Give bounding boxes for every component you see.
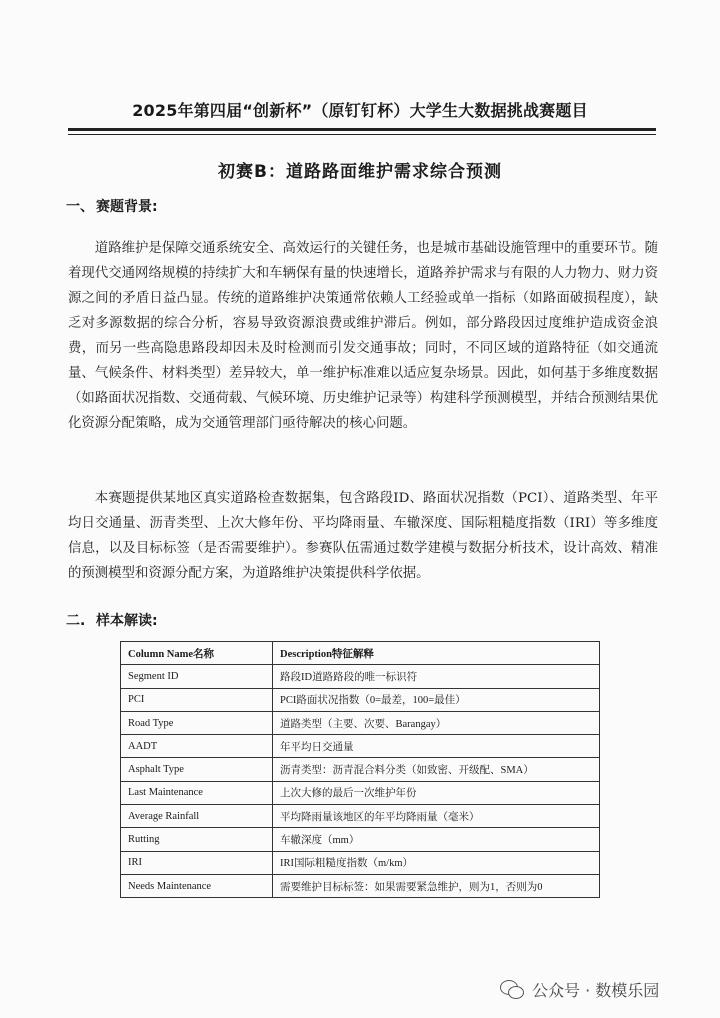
- table-row: [121, 688, 600, 711]
- table-cell-description: 需要维护目标标签：如果需要紧急维护，则为1，否则为0: [273, 874, 600, 897]
- section-number: 一、: [66, 199, 94, 215]
- table-row: [121, 874, 600, 897]
- table-header-description: Description特征解释: [273, 642, 600, 665]
- table-cell-name: Rutting: [121, 828, 273, 851]
- table-cell-description: 平均降雨量该地区的年平均降雨量（毫米）: [273, 805, 600, 828]
- table-row: [121, 828, 600, 851]
- table-cell-name: Road Type: [121, 711, 273, 734]
- table-row: [121, 735, 600, 758]
- table-row: [121, 758, 600, 781]
- table-cell-name: Asphalt Type: [121, 758, 273, 781]
- table-row: [121, 805, 600, 828]
- table-cell-description: IRI国际粗糙度指数（m/km）: [273, 851, 600, 874]
- section-heading-sample: [66, 610, 158, 630]
- watermark-text: 公众号 · 数模乐园: [532, 980, 660, 1000]
- section-heading-background: [66, 196, 158, 216]
- section-number: 二.: [66, 613, 86, 629]
- table-cell-description: 路段ID道路路段的唯一标识符: [273, 665, 600, 688]
- table-cell-name: Segment ID: [121, 665, 273, 688]
- table-cell-name: Needs Maintenance: [121, 874, 273, 897]
- section-title: 样本解读:: [96, 613, 158, 629]
- table-row: [121, 781, 600, 804]
- table-cell-description: 年平均日交通量: [273, 735, 600, 758]
- table-cell-description: 车辙深度（mm）: [273, 828, 600, 851]
- table-cell-name: PCI: [121, 688, 273, 711]
- wechat-icon: [500, 978, 524, 1000]
- table-cell-name: IRI: [121, 851, 273, 874]
- header-rule-thin: [68, 134, 656, 135]
- header-rule-thick: [68, 128, 656, 131]
- table-cell-name: AADT: [121, 735, 273, 758]
- table-header-column-name: Column Name名称: [121, 642, 273, 665]
- table-cell-name: Average Rainfall: [121, 805, 273, 828]
- background-paragraph-2: 本赛题提供某地区真实道路检查数据集，包含路段ID、路面状况指数（PCI）、道路类型、年平均日交通量、沥青类型、上次大修年份、平均降雨量、车辙深度、国际粗糙度指数（IRI）等多维度信息，以及目标标签（是否需要维护）。参赛队伍需通过数学建模与数据分析技术，设计高效、精准的预测模型和资源分配方案，为道路维护决策提供科学依据。: [68, 491, 658, 581]
- feature-table: [120, 641, 600, 898]
- table-row: [121, 711, 600, 734]
- section-title: 赛题背景:: [96, 199, 158, 215]
- feature-table-container: [120, 641, 600, 898]
- table-header-row: [121, 642, 600, 665]
- table-cell-description: 沥青类型：沥青混合料分类（如致密、开级配、SMA）: [273, 758, 600, 781]
- table-row: [121, 851, 600, 874]
- document-header-title: 2025年第四届“创新杯”（原钉钉杯）大学生大数据挑战赛题目: [132, 101, 588, 120]
- table-row: [121, 665, 600, 688]
- watermark: [500, 976, 659, 1002]
- table-cell-description: 道路类型（主要、次要、Barangay）: [273, 711, 600, 734]
- table-cell-description: 上次大修的最后一次维护年份: [273, 781, 600, 804]
- background-paragraph-1: 道路维护是保障交通系统安全、高效运行的关键任务，也是城市基础设施管理中的重要环节。随着现代交通网络规模的持续扩大和车辆保有量的快速增长，道路养护需求与有限的人力物力、财力资源之间的矛盾日益凸显。传统的道路维护决策通常依赖人工经验或单一指标（如路面破损程度），缺乏对多源数据的综合分析，容易导致资源浪费或维护滞后。例如，部分路段因过度维护造成资金浪费，而另一些高隐患路段却因未及时检测而引发交通事故；同时，不同区域的道路特征（如交通流量、气候条件、材料类型）差异较大，单一维护标准难以适应复杂场景。因此，如何基于多维度数据（如路面状况指数、交通荷载、气候环境、历史维护记录等）构建科学预测模型，并结合预测结果优化资源分配策略，成为交通管理部门亟待解决的核心问题。: [68, 241, 658, 431]
- table-cell-description: PCI路面状况指数（0=最差，100=最佳）: [273, 688, 600, 711]
- problem-title: 初赛B：道路路面维护需求综合预测: [218, 162, 502, 182]
- table-cell-name: Last Maintenance: [121, 781, 273, 804]
